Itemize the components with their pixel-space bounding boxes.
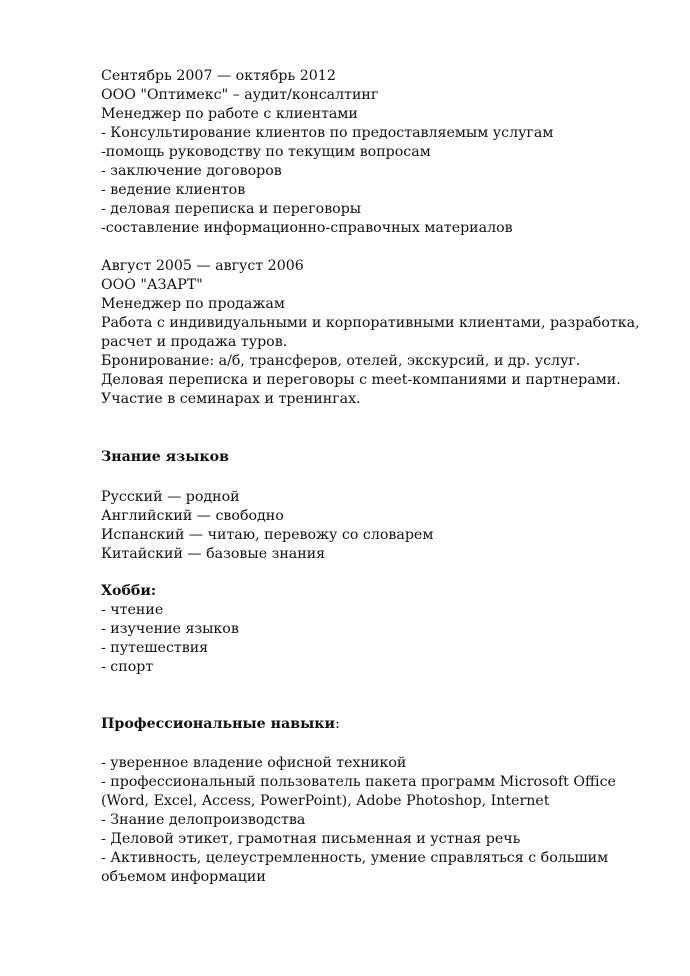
- language-item: Китайский — базовые знания: [101, 546, 326, 562]
- skill-item: (Word, Excel, Access, PowerPoint), Adobe Photoshop, Internet: [101, 793, 550, 809]
- job-duty: Работа с индивидуальными и корпоративными клиентами, разработка,: [101, 315, 640, 331]
- languages-list: [101, 488, 661, 564]
- skills-section: [101, 715, 661, 734]
- job-duty: Участие в семинарах и тренингах.: [101, 391, 361, 407]
- skill-item: - профессиональный пользователь пакета программ Microsoft Office: [101, 774, 616, 790]
- job-position: Менеджер по работе с клиентами: [101, 106, 358, 122]
- skill-item: - Активность, целеустремленность, умение справляться с большим: [101, 850, 609, 866]
- job-duty: Деловая переписка и переговоры с meet-компаниями и партнерами.: [101, 372, 621, 388]
- job-duty: -составление информационно-справочных материалов: [101, 220, 513, 236]
- skill-item: - Знание делопроизводства: [101, 812, 306, 828]
- hobby-item: - чтение: [101, 602, 164, 618]
- job-duty: Бронирование: а/б, трансферов, отелей, экскурсий, и др. услуг.: [101, 353, 581, 369]
- hobby-item: - путешествия: [101, 640, 209, 656]
- job-duty: - ведение клиентов: [101, 182, 246, 198]
- job-section-1: [101, 67, 661, 238]
- section-heading: Профессиональные навыки: [101, 716, 336, 732]
- job-duty: расчет и продажа туров.: [101, 334, 288, 350]
- job-company: ООО "АЗАРТ": [101, 277, 203, 293]
- hobbies-section: [101, 582, 661, 677]
- skill-item: объемом информации: [101, 869, 266, 885]
- skill-item: - Деловой этикет, грамотная письменная и устная речь: [101, 831, 521, 847]
- hobby-item: - спорт: [101, 659, 154, 675]
- job-company: ООО "Оптимекс" – аудит/консалтинг: [101, 87, 379, 103]
- job-duty: - заключение договоров: [101, 163, 282, 179]
- job-duty: - деловая переписка и переговоры: [101, 201, 362, 217]
- job-section-2: [101, 257, 661, 409]
- job-position: Менеджер по продажам: [101, 296, 285, 312]
- section-heading: Хобби:: [101, 583, 157, 599]
- language-item: Испанский — читаю, перевожу со словарем: [101, 527, 434, 543]
- hobby-item: - изучение языков: [101, 621, 239, 637]
- section-heading-line: [101, 715, 661, 734]
- skills-list: [101, 754, 661, 887]
- skill-item: - уверенное владение офисной техникой: [101, 755, 407, 771]
- job-period: Август 2005 — август 2006: [101, 258, 304, 274]
- languages-section: [101, 448, 661, 467]
- language-item: Русский — родной: [101, 489, 240, 505]
- job-duty: - Консультирование клиентов по предоставляемым услугам: [101, 125, 554, 141]
- job-period: Сентябрь 2007 — октябрь 2012: [101, 68, 336, 84]
- job-duty: -помощь руководству по текущим вопросам: [101, 144, 431, 160]
- heading-colon: :: [335, 716, 340, 732]
- section-heading: Знание языков: [101, 449, 230, 465]
- language-item: Английский — свободно: [101, 508, 284, 524]
